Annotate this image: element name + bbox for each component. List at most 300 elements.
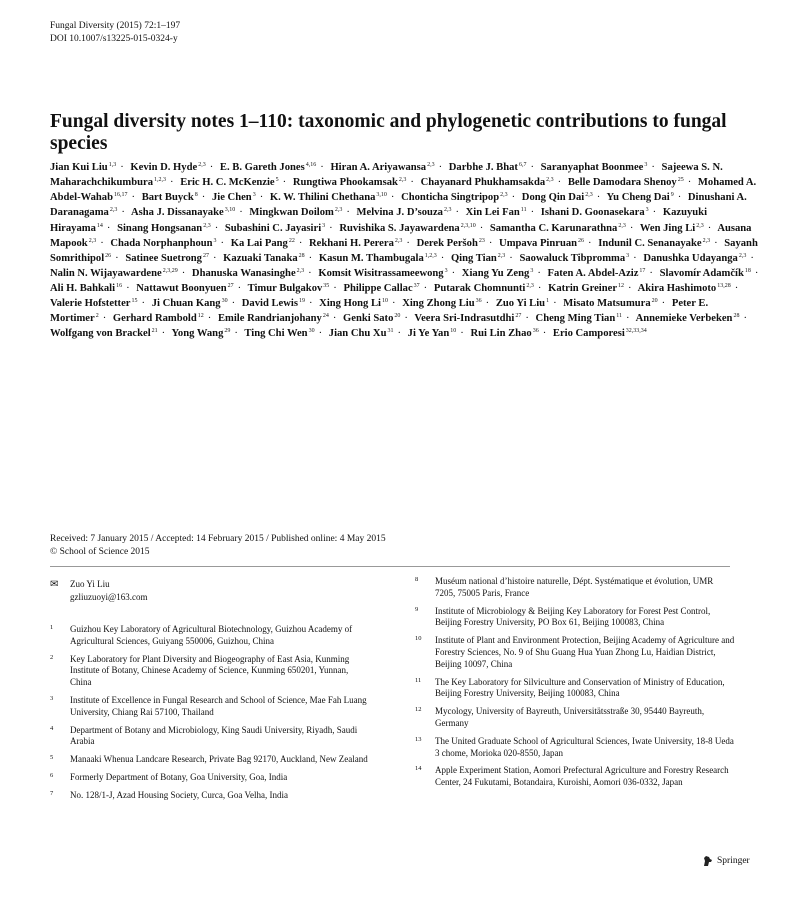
author[interactable] [548,283,624,294]
author-affiliation-marker: 10 [382,298,388,305]
author-separator: · [239,207,243,219]
author-name: Sinang Hongsanan [117,222,203,234]
author-name: Katrin Greiner [548,283,618,294]
author-separator: · [557,177,562,189]
author-affiliation-marker: 8 [194,192,198,199]
author-name: Chada Norphanphoun [110,237,213,249]
author[interactable] [421,177,554,188]
author-separator: · [390,192,395,204]
author-affiliation-marker: 2,3 [427,162,435,168]
author-name: Dong Qin Dai [521,192,585,204]
author-name: Yong Wang [171,328,224,340]
author-separator: · [131,192,136,204]
author-affiliation-marker: 19 [298,298,305,305]
author-affiliation-marker: 3 [444,267,448,274]
author-affiliation-marker: 2,3 [398,177,407,184]
author-separator: · [308,298,313,310]
corresponding-author-name: Zuo Yi Liu [70,579,110,589]
author-affiliation-marker: 29 [224,328,231,335]
author[interactable] [242,298,305,309]
affiliation-text: No. 128/1-J, Azad Housing Society, Curca, Goa Velha, India [70,789,288,800]
author-separator: · [212,252,217,264]
author-affiliation-marker: 28 [733,313,740,320]
author-affiliation-marker: 26 [105,252,112,259]
author-name: Xing Hong Li [319,298,381,310]
author-separator: · [126,283,130,294]
author-affiliation-marker: 6,7 [518,162,527,168]
author[interactable] [309,238,402,249]
author-affiliation-marker: 2,3 [203,222,211,229]
author-name: Saowaluck Tibpromma [519,252,626,264]
author-name: Jian Kui Liu [50,162,108,173]
author-separator: · [209,162,214,173]
author[interactable] [131,207,235,218]
author-separator: · [106,222,111,234]
author[interactable] [417,238,485,249]
author-affiliation-marker: 36 [475,298,482,305]
author[interactable] [130,162,205,173]
author-name: Ausana Mapook [50,222,752,249]
author[interactable] [470,328,538,339]
author[interactable] [339,223,475,234]
author-affiliation-marker: 2,3 [334,207,343,214]
author[interactable] [607,192,674,203]
journal-header [50,20,180,46]
author-affiliation-marker: 24 [322,313,329,320]
affiliation-number: 11 [415,676,422,684]
author-affiliation-marker: 3 [644,162,648,168]
author-affiliation-marker: 12 [197,313,204,320]
author-separator: · [201,192,206,204]
author-affiliation-marker: 3 [645,207,649,214]
author[interactable] [223,253,305,264]
author-name: Jian Chu Xu [328,328,387,340]
author-affiliation-marker: 2,3 [696,222,704,229]
author[interactable] [643,253,746,264]
author-name: Wolfgang von Brackel [50,328,151,340]
author-affiliation-marker: 14 [96,222,103,229]
author[interactable] [401,192,508,203]
author-name: Derek Peršoh [416,237,478,249]
author[interactable] [636,313,740,324]
paper-title: Fungal diversity notes 1–110: taxonomic and phylogenetic contributions to fungal species [50,111,727,154]
author-separator: · [410,177,414,189]
author-name: Xing Zhong Liu [402,298,475,310]
affiliation [50,695,370,719]
author-name: E. B. Gareth Jones [219,162,305,173]
author-name: Komsit Wisitrassameewong [318,267,444,279]
author-separator: · [511,192,516,204]
author-separator: · [651,162,655,173]
affiliation-text: Formerly Department of Botany, Goa University, Goa, India [70,771,288,782]
affiliation-text: Institute of Microbiology & Beijing Key Laboratory for Forest Pest Control, Beijing Forestry University, PO Box 61, Beijing 100083, China [435,605,711,628]
author-name: Nattawut Boonyuen [136,283,227,294]
author-affiliation-marker: 16,17 [114,192,128,199]
author-separator: · [652,207,657,219]
affiliation-number: 10 [415,635,422,643]
author[interactable] [152,298,228,309]
author-name: Yu Cheng Dai [606,192,670,204]
affiliation-number: 8 [415,576,419,583]
author[interactable] [180,177,278,188]
affiliation [415,576,735,600]
affiliation-text: The Key Laboratory for Silviculture and Conservation of Ministry of Education, Beijing Forestry University, Beijing 100083, China [435,676,725,699]
author[interactable] [319,253,437,264]
author[interactable] [248,283,330,294]
author-name: Mohamed A. Abdel-Wahab [50,177,757,204]
author-separator: · [207,313,212,325]
author-separator: · [509,252,513,264]
author[interactable] [249,207,342,218]
author-separator: · [308,267,312,279]
author-name: K. W. Thilini Chethana [269,192,376,204]
author-affiliation-marker: 27 [515,313,522,320]
author[interactable] [113,313,204,324]
author[interactable] [319,298,388,309]
affiliations-left-column [50,624,370,808]
affiliation-number: 1 [50,624,54,631]
author-name: Emile Randrianjohany [217,313,322,325]
author-affiliation-marker: 2,3 [198,162,206,168]
affiliation-number: 12 [415,706,422,714]
author-affiliation-marker: 2,3 [585,192,593,199]
author-affiliation-marker: 37 [413,283,420,289]
author[interactable] [462,268,534,279]
author[interactable] [270,192,387,203]
author-affiliation-marker: 36 [532,328,539,335]
author[interactable] [541,207,649,218]
author[interactable] [414,313,521,324]
author-name: Satinee Suetrong [125,252,202,264]
doi[interactable]: DOI 10.1007/s13225-015-0324-y [50,34,178,44]
publisher-logo [702,855,750,867]
author-affiliation-marker: 30 [221,298,228,305]
author[interactable] [244,328,314,339]
affiliation-text: Institute of Plant and Environment Protection, Beijing Academy of Agriculture and Forestry Sciences, No. 9 of Shu Guang Hua Yuan Zhong Lu, Haidian District, Beijing 10097, China [435,635,735,669]
affiliation [415,765,735,789]
author-affiliation-marker: 2,3 [497,252,506,259]
author-separator: · [259,192,264,204]
author[interactable] [225,223,325,234]
author-separator: · [754,267,759,279]
author-name: Kazuaki Tanaka [223,252,298,264]
author-affiliation-marker: 3 [213,237,217,244]
author-name: Xin Lei Fan [465,207,520,219]
author-affiliation-marker: 30 [308,328,315,335]
affiliation-text: Muséum national d’histoire naturelle, Dépt. Systématique et évolution, UMR 7205, 75005 Paris, France [435,576,714,598]
author-separator: · [588,237,592,249]
author-separator: · [542,328,547,340]
author-affiliation-marker: 1 [546,298,550,305]
affiliation-text: Guizhou Key Laboratory of Agricultural Biotechnology, Guizhou Academy of Agricultural Sciences, Guiyang 550006, Guizhou, China [70,624,353,646]
author-affiliation-marker: 2,3 [702,237,711,244]
divider [50,566,730,567]
author-name: Dinushani A. Daranagama [50,192,747,219]
author-separator: · [231,298,236,310]
author-separator: · [141,298,146,310]
author[interactable] [50,298,138,309]
author-separator: · [488,237,493,249]
author[interactable] [466,207,527,218]
author[interactable] [660,268,751,279]
author[interactable] [50,283,122,294]
author-affiliation-marker: 35 [323,283,330,289]
author-separator: · [485,298,490,310]
author[interactable] [117,223,211,234]
author-separator: · [530,207,535,219]
author-separator: · [397,328,401,340]
author-name: Rungtiwa Phookamsak [292,177,398,189]
affiliation [415,706,735,730]
author-separator: · [181,267,186,279]
author-separator: · [714,237,718,249]
author[interactable] [499,238,584,249]
author-name: Valerie Hofstetter [50,298,131,310]
author-affiliation-marker: 2,3 [443,207,452,214]
author-separator: · [392,298,396,310]
author[interactable] [553,328,647,339]
author-separator: · [626,313,630,325]
author[interactable] [293,177,407,188]
author-separator: · [553,298,557,310]
author-name: Kevin D. Hyde [130,162,198,173]
author-name: Melvina J. D’souza [356,207,443,219]
author-affiliation-marker: 2,3 [500,192,508,199]
author[interactable] [343,313,400,324]
author-separator: · [282,177,287,189]
author-name: Ting Chi Wen [244,328,308,340]
author-separator: · [633,252,637,264]
author-name: Rui Lin Zhao [470,328,532,340]
author[interactable] [231,238,295,249]
author-separator: · [423,283,428,294]
affiliation-number: 3 [50,694,54,702]
author[interactable] [220,162,316,173]
author[interactable] [318,268,447,279]
author[interactable] [50,328,158,339]
author-affiliation-marker: 16 [116,283,123,289]
author[interactable] [402,298,481,309]
author[interactable] [330,162,434,173]
author[interactable] [357,207,452,218]
author[interactable] [640,223,704,234]
author-separator: · [596,192,601,204]
author-name: Sajeewa S. N. Maharachchikumbura [50,162,723,189]
author-separator: · [214,222,219,234]
author-name: Ruvishika S. Jayawardena [339,222,460,234]
affiliations-right-column [415,576,735,795]
author[interactable] [136,283,233,294]
author-affiliation-marker: 31 [387,328,394,335]
author-affiliation-marker: 17 [639,267,646,274]
author-affiliation-marker: 3,10 [376,192,387,199]
author-affiliation-marker: 1,2,3 [154,177,167,184]
author-name: Bart Buyck [141,192,194,204]
author-affiliation-marker: 2,3 [546,177,554,184]
author[interactable] [522,192,593,203]
author[interactable] [638,283,731,294]
author-separator: · [707,222,712,234]
author-affiliation-marker: 20 [651,298,658,305]
affiliation [50,790,370,802]
author[interactable] [408,328,457,339]
author-affiliation-marker: 25 [677,177,684,184]
author-name: Philippe Callac [343,283,413,294]
author-separator: · [237,283,242,294]
author[interactable] [434,283,534,294]
affiliation [50,725,370,749]
author-name: Putarak Chomnunti [433,283,526,294]
author-name: Mingkwan Doilom [249,207,334,219]
author[interactable] [536,313,622,324]
author-name: Timur Bulgakov [247,283,323,294]
author-name: Eric H. C. McKenzie [180,177,275,189]
affiliation-text: Department of Botany and Microbiology, King Saudi University, Riyadh, Saudi Arabia [70,724,358,747]
author-affiliation-marker: 3 [322,222,326,229]
author[interactable] [496,298,549,309]
author[interactable] [171,328,230,339]
affiliation-text: Key Laboratory for Plant Diversity and Biogeography of East Asia, Kunming Institute of Botany, Chinese Academy of Science, Kunming 650201, Yunnan, China [70,653,350,688]
author-separator: · [530,162,534,173]
author[interactable] [218,313,329,324]
author-affiliation-marker: 32,33,34 [625,328,647,335]
corresponding-author-email[interactable]: gzliuzuoyi@163.com [70,592,148,602]
author-affiliation-marker: 4,16 [305,162,317,168]
author-separator: · [750,252,754,264]
author-separator: · [161,328,166,340]
author[interactable] [125,253,209,264]
author-separator: · [537,267,541,279]
author-name: Wen Jing Li [639,222,696,234]
author-name: Zuo Yi Liu [495,298,546,310]
author-affiliation-marker: 9 [670,192,674,199]
author-affiliation-marker: 2,3 [738,252,747,259]
author-affiliation-marker: 27 [227,283,234,289]
affiliation [415,677,735,701]
author[interactable] [329,328,394,339]
affiliation-text: Manaaki Whenua Landcare Research, Private Bag 92170, Auckland, New Zealand [70,754,368,765]
envelope-icon: ✉ [50,579,59,590]
author-name: Kazuyuki Hirayama [50,207,708,234]
springer-wordmark: Springer [717,856,750,866]
affiliation-number: 5 [50,754,54,762]
author[interactable] [548,268,646,279]
author-affiliation-marker: 11 [616,313,623,320]
author[interactable] [142,192,198,203]
author-affiliation-marker: 2,3 [394,237,403,244]
author[interactable] [50,268,178,279]
author-affiliation-marker: 3 [530,267,534,274]
author-separator: · [298,237,303,249]
author-separator: · [170,177,174,189]
author-affiliation-marker: 3 [252,192,256,199]
author-name: Qing Tian [450,252,497,264]
author[interactable] [110,238,216,249]
author-name: Peter E. Mortimer [50,298,709,325]
author-affiliation-marker: 23 [478,237,485,244]
author-affiliation-marker: 15 [131,298,138,305]
author-name: Saranyaphat Boonmee [540,162,644,173]
author-name: Misato Matsumura [563,298,651,310]
copyright-line: © School of Science 2015 [50,546,150,557]
author-affiliation-marker: 1,2,3 [424,252,437,259]
affiliation [415,635,735,670]
affiliation-number: 7 [50,789,54,797]
author-separator: · [318,328,323,340]
corresponding-author [50,578,148,603]
affiliation-number: 9 [415,605,419,613]
author-separator: · [537,283,542,294]
author-separator: · [406,237,410,249]
author-name: Slavomír Adamčík [659,267,744,279]
author[interactable] [192,268,304,279]
author-name: Darbhe J. Bhat [448,162,518,173]
author-name: Ji Ye Yan [407,328,450,340]
author[interactable] [490,223,626,234]
author[interactable] [519,253,629,264]
author[interactable] [50,162,116,173]
author-separator: · [320,162,324,173]
author-separator: · [628,283,632,294]
author[interactable] [449,162,527,173]
author-affiliation-marker: 10 [450,328,457,335]
author-name: Ishani D. Goonasekara [540,207,645,219]
author-separator: · [455,207,459,219]
author-affiliation-marker: 13,28 [717,283,731,289]
author-separator: · [329,222,333,234]
author-affiliation-marker: 22 [288,237,295,244]
author-affiliation-marker: 11 [520,207,527,214]
author-affiliation-marker: 2,3 [296,267,305,274]
author-name: Gerhard Rambold [112,313,197,325]
author-affiliation-marker: 3 [626,252,630,259]
affiliation-number: 4 [50,724,54,732]
author-affiliation-marker: 26 [578,237,585,244]
author[interactable] [541,162,648,173]
author-name: David Lewis [241,298,298,310]
author[interactable] [568,177,684,188]
author-name: Genki Sato [343,313,394,325]
author-separator: · [308,252,313,264]
author-separator: · [661,298,666,310]
author-name: Faten A. Abdel-Aziz [547,267,639,279]
author-separator: · [102,313,107,325]
author-affiliation-marker: 2,3,10 [460,222,476,229]
author-name: Kasun M. Thambugala [318,252,424,264]
author-affiliation-marker: 2,3 [618,222,626,229]
author-name: Xiang Yu Zeng [461,267,530,279]
author-affiliation-marker: 18 [744,267,751,274]
author-name: Hiran A. Ariyawansa [330,162,427,173]
author-separator: · [333,283,337,294]
author[interactable] [598,238,710,249]
author-separator: · [440,252,445,264]
author-affiliation-marker: 20 [394,313,401,320]
author[interactable] [563,298,657,309]
author-separator: · [346,207,350,219]
author-name: Erio Camporesi [552,328,625,340]
author-name: Ka Lai Pang [230,237,288,249]
author[interactable] [451,253,505,264]
author[interactable] [343,283,419,294]
author-separator: · [100,237,104,249]
author-list [50,160,770,342]
author-separator: · [734,283,739,294]
author-separator: · [451,267,456,279]
author[interactable] [212,192,256,203]
author-name: Sayanh Somrithipol [50,237,758,264]
author-separator: · [743,313,747,325]
